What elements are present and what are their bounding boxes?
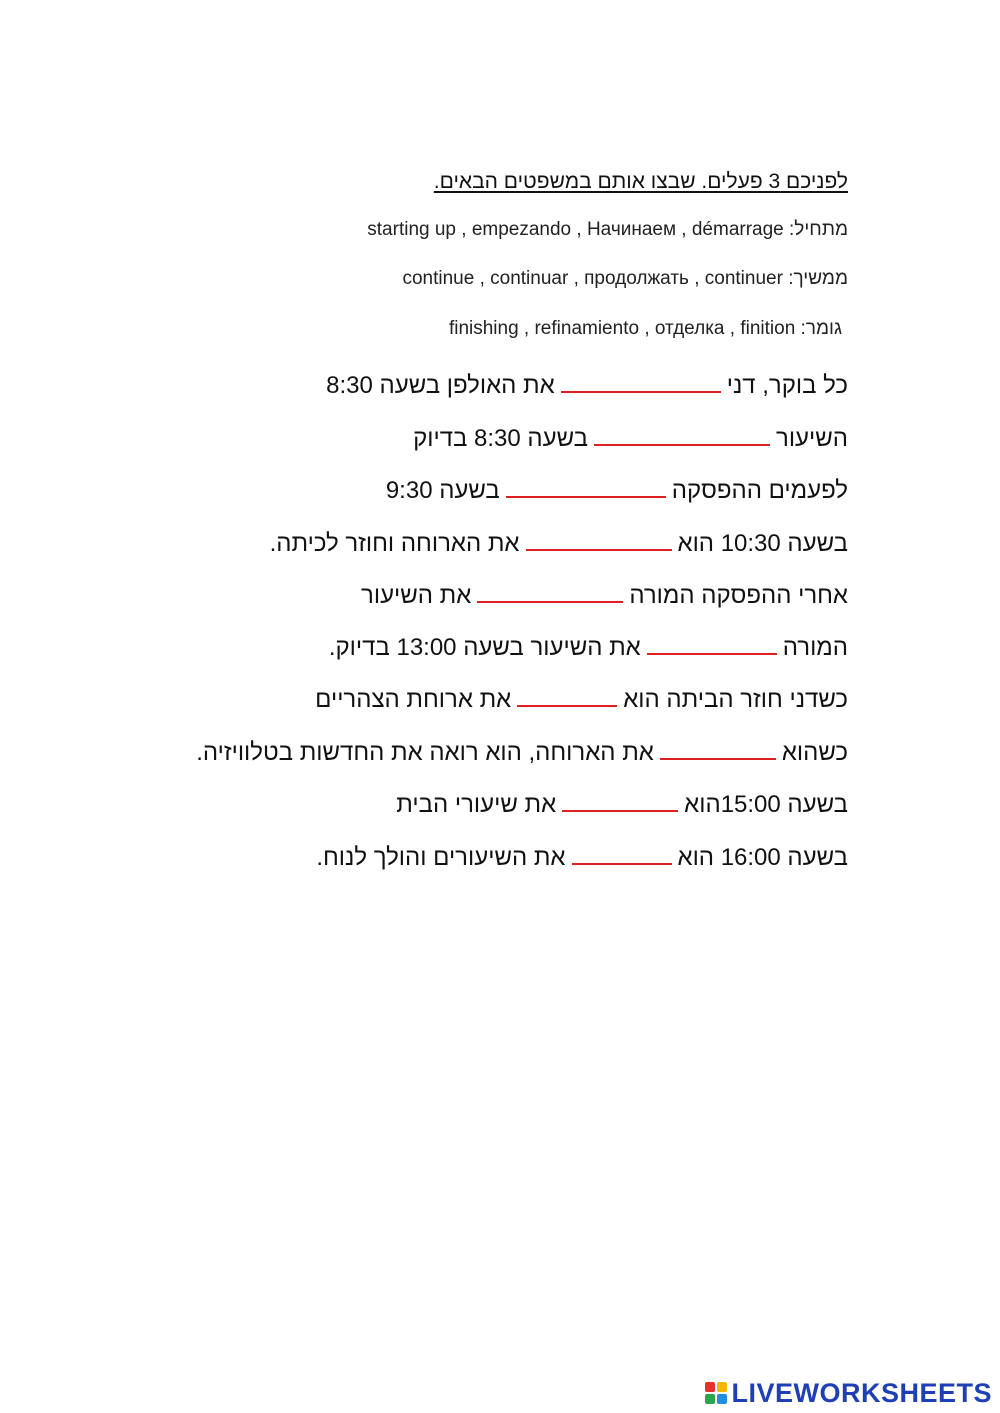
vocab-line-continue bbox=[402, 268, 848, 290]
vocab-words: finishing , refinamiento , отделка , finition bbox=[448, 318, 796, 339]
answer-blank[interactable] bbox=[562, 786, 678, 812]
sentence-1 bbox=[326, 367, 848, 401]
logo-mark-icon bbox=[705, 1382, 727, 1404]
sentence-4 bbox=[270, 525, 848, 559]
answer-blank[interactable] bbox=[477, 577, 623, 603]
sentence-after: את ארוחת הצהריים bbox=[315, 686, 512, 713]
vocab-line-starting bbox=[367, 219, 848, 241]
sentence-before: לפעמים ההפסקה bbox=[671, 477, 848, 504]
vocab-words: starting up , empezando , Начинаем , démarrage bbox=[367, 219, 784, 240]
sentence-after: את השיעורים והולך לנוח. bbox=[316, 844, 566, 871]
sentence-10 bbox=[316, 839, 848, 873]
sentence-9 bbox=[396, 786, 848, 820]
vocab-label: ממשיך: bbox=[788, 268, 848, 289]
liveworksheets-logo bbox=[705, 1376, 992, 1410]
vocab-label: גומר: bbox=[800, 318, 842, 339]
sentence-after: את הארוחה, הוא רואה את החדשות בטלוויזיה. bbox=[196, 739, 654, 766]
answer-blank[interactable] bbox=[594, 420, 770, 446]
answer-blank[interactable] bbox=[572, 839, 672, 865]
sentence-before: השיעור bbox=[776, 425, 848, 452]
sentence-7 bbox=[315, 681, 848, 715]
sentence-before: כשדני חוזר הביתה הוא bbox=[623, 686, 848, 713]
sentence-after: את שיעורי הבית bbox=[396, 791, 557, 818]
logo-text: LIVEWORKSHEETS bbox=[731, 1377, 992, 1408]
sentence-before: בשעה 16:00 הוא bbox=[677, 844, 848, 871]
sentence-3 bbox=[386, 472, 848, 506]
answer-blank[interactable] bbox=[660, 734, 776, 760]
sentence-before: בשעה 15:00הוא bbox=[684, 791, 848, 818]
sentence-after: את הארוחה וחוזר לכיתה. bbox=[269, 530, 520, 557]
sentence-after: את השיעור bbox=[361, 582, 472, 609]
sentence-8 bbox=[196, 734, 848, 768]
sentence-6 bbox=[329, 629, 848, 663]
answer-blank[interactable] bbox=[647, 629, 777, 655]
answer-blank[interactable] bbox=[526, 525, 672, 551]
sentence-after: בשעה 8:30 בדיוק bbox=[413, 425, 588, 452]
vocab-line-finishing bbox=[449, 318, 842, 340]
sentence-5 bbox=[361, 577, 848, 611]
sentence-after: בשעה 9:30 bbox=[385, 477, 500, 504]
sentence-2 bbox=[413, 420, 848, 454]
answer-blank[interactable] bbox=[517, 681, 617, 707]
worksheet-title: לפניכם 3 פעלים. שבצו אותם במשפטים הבאים. bbox=[433, 170, 848, 193]
sentence-before: כל בוקר, דני bbox=[726, 372, 848, 399]
sentence-before: אחרי ההפסקה המורה bbox=[629, 582, 848, 609]
vocab-label: מתחיל: bbox=[789, 219, 848, 240]
sentence-after: את השיעור בשעה 13:00 בדיוק. bbox=[328, 634, 641, 661]
answer-blank[interactable] bbox=[506, 472, 666, 498]
sentence-before: המורה bbox=[782, 634, 848, 661]
sentence-after: את האולפן בשעה 8:30 bbox=[326, 372, 555, 399]
vocab-words: continue , continuar , продолжать , continuer bbox=[402, 268, 783, 289]
sentence-before: בשעה 10:30 הוא bbox=[677, 530, 848, 557]
answer-blank[interactable] bbox=[561, 367, 721, 393]
sentence-before: כשהוא bbox=[781, 739, 848, 766]
